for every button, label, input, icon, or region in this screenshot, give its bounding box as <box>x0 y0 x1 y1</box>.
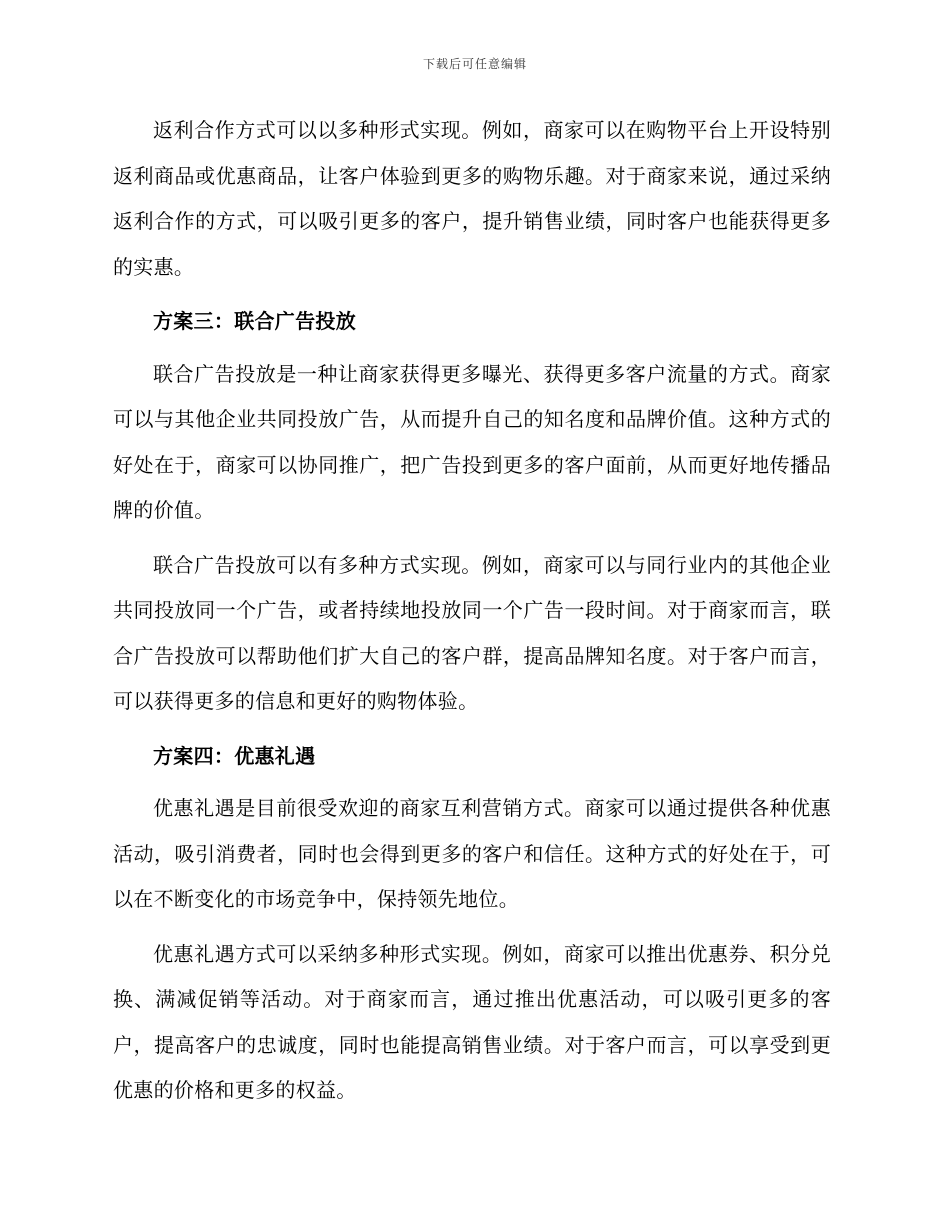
heading-plan-three: 方案三：联合广告投放 <box>153 309 356 333</box>
document-body <box>113 108 831 1123</box>
header-note: 下载后可任意编辑 <box>422 57 527 71</box>
paragraph-rebate-forms: 返利合作方式可以以多种形式实现。例如，商家可以在购物平台上开设特别返利商品或优惠商品，让客户体验到更多的购物乐趣。对于商家来说，通过采纳返利合作的方式，可以吸引更多的客户，提升销售业绩，同时客户也能获得更多的实惠。 <box>113 118 831 279</box>
paragraph-joint-ad-forms: 联合广告投放可以有多种方式实现。例如，商家可以与同行业内的其他企业共同投放同一个广告，或者持续地投放同一个广告一段时间。对于商家而言，联合广告投放可以帮助他们扩大自己的客户群，提高品牌知名度。对于客户而言，可以获得更多的信息和更好的购物体验。 <box>113 552 831 713</box>
paragraph-discount-intro: 优惠礼遇是目前很受欢迎的商家互利营销方式。商家可以通过提供各种优惠活动，吸引消费者，同时也会得到更多的客户和信任。这种方式的好处在于，可以在不断变化的市场竞争中，保持领先地位。 <box>113 796 831 911</box>
paragraph-joint-ad-intro: 联合广告投放是一种让商家获得更多曝光、获得更多客户流量的方式。商家可以与其他企业共同投放广告，从而提升自己的知名度和品牌价值。这种方式的好处在于，商家可以协同推广，把广告投到更多的客户面前，从而更好地传播品牌的价值。 <box>113 361 831 522</box>
paragraph-discount-forms: 优惠礼遇方式可以采纳多种形式实现。例如，商家可以推出优惠券、积分兑换、满减促销等活动。对于商家而言，通过推出优惠活动，可以吸引更多的客户，提高客户的忠诚度，同时也能提高销售业绩。对于客户而言，可以享受到更优惠的价格和更多的权益。 <box>113 941 831 1102</box>
heading-plan-four: 方案四：优惠礼遇 <box>153 743 316 768</box>
